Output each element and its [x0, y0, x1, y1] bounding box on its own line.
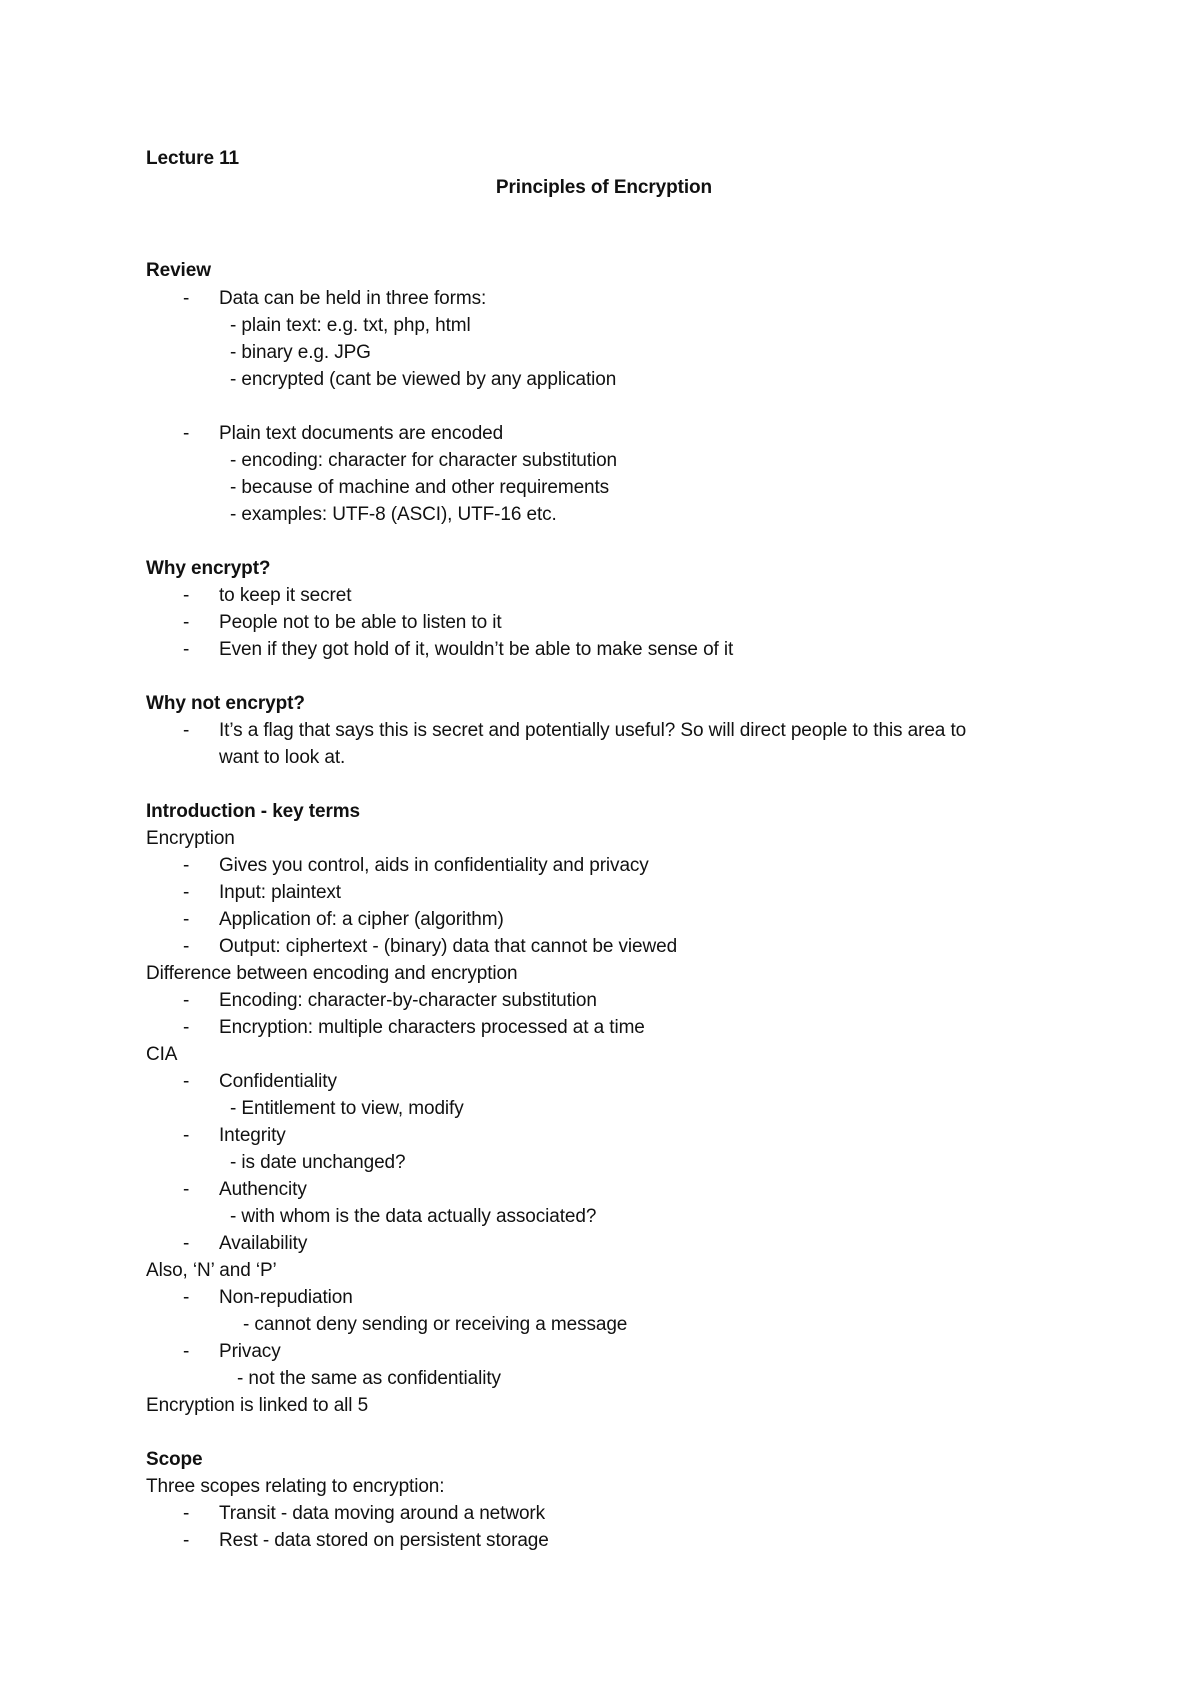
bullet-dash: - — [183, 1179, 190, 1200]
also-label: Also, ‘N’ and ‘P’ — [146, 1260, 277, 1281]
review-item-1-sub-3: - encrypted (cant be viewed by any application — [230, 369, 617, 390]
intro-heading: Introduction - key terms — [146, 801, 361, 822]
bullet-dash: - — [183, 1125, 190, 1146]
bullet-dash: - — [183, 1287, 190, 1308]
bullet-dash: - — [183, 1233, 190, 1254]
bullet-dash: - — [183, 720, 190, 741]
np-item-non-repudiation: Non-repudiation — [219, 1287, 353, 1308]
bullet-dash: - — [183, 1017, 190, 1038]
page-title — [0, 176, 1200, 200]
why-not-encrypt-item-line-2: want to look at. — [219, 747, 346, 768]
encryption-item-3: Application of: a cipher (algorithm) — [219, 909, 504, 930]
bullet-dash: - — [183, 288, 190, 309]
bullet-dash: - — [183, 855, 190, 876]
bullet-dash: - — [183, 1341, 190, 1362]
bullet-dash: - — [183, 1071, 190, 1092]
encryption-label: Encryption — [146, 828, 235, 849]
bullet-dash: - — [183, 882, 190, 903]
cia-item-confidentiality: Confidentiality — [219, 1071, 337, 1092]
why-encrypt-item-2: People not to be able to listen to it — [219, 612, 502, 633]
bullet-dash: - — [183, 423, 190, 444]
scope-item-rest: Rest - data stored on persistent storage — [219, 1530, 549, 1551]
why-not-encrypt-heading: Why not encrypt? — [146, 693, 305, 714]
review-item-1-sub-2: - binary e.g. JPG — [230, 342, 371, 363]
scope-item-transit: Transit - data moving around a network — [219, 1503, 546, 1524]
np-item-privacy-sub: - not the same as confidentiality — [237, 1368, 501, 1389]
review-item-2-sub-2: - because of machine and other requirements — [230, 477, 610, 498]
encryption-item-1: Gives you control, aids in confidentiality and privacy — [219, 855, 649, 876]
review-item-2-sub-3: - examples: UTF-8 (ASCI), UTF-16 etc. — [230, 504, 557, 525]
cia-item-availability: Availability — [219, 1233, 308, 1254]
review-item-2: Plain text documents are encoded — [219, 423, 504, 444]
review-item-1: Data can be held in three forms: — [219, 288, 487, 309]
why-encrypt-heading: Why encrypt? — [146, 558, 271, 579]
scope-heading: Scope — [146, 1449, 203, 1470]
scope-intro: Three scopes relating to encryption: — [146, 1476, 445, 1497]
encryption-item-2: Input: plaintext — [219, 882, 341, 903]
bullet-dash: - — [183, 585, 190, 606]
review-item-2-sub-1: - encoding: character for character substitution — [230, 450, 618, 471]
cia-item-authencity-sub: - with whom is the data actually associated? — [230, 1206, 597, 1227]
linked-note: Encryption is linked to all 5 — [146, 1395, 369, 1416]
np-item-privacy: Privacy — [219, 1341, 281, 1362]
bullet-dash: - — [183, 612, 190, 633]
cia-label: CIA — [146, 1044, 178, 1065]
lecture-number: Lecture 11 — [146, 148, 239, 169]
bullet-dash: - — [183, 909, 190, 930]
cia-item-confidentiality-sub: - Entitlement to view, modify — [230, 1098, 464, 1119]
why-not-encrypt-item-line-1: It’s a flag that says this is secret and potentially useful? So will direct people to this area to — [219, 720, 967, 741]
page-title-text: Principles of Encryption — [495, 177, 713, 198]
difference-label: Difference between encoding and encryption — [146, 963, 518, 984]
bullet-dash: - — [183, 1530, 190, 1551]
cia-item-integrity: Integrity — [219, 1125, 286, 1146]
np-item-non-repudiation-sub: - cannot deny sending or receiving a message — [243, 1314, 628, 1335]
bullet-dash: - — [183, 1503, 190, 1524]
difference-item-2: Encryption: multiple characters processed at a time — [219, 1017, 645, 1038]
bullet-dash: - — [183, 936, 190, 957]
review-heading: Review — [146, 260, 211, 281]
cia-item-integrity-sub: - is date unchanged? — [230, 1152, 406, 1173]
difference-item-1: Encoding: character-by-character substitution — [219, 990, 597, 1011]
encryption-item-4: Output: ciphertext - (binary) data that cannot be viewed — [219, 936, 678, 957]
bullet-dash: - — [183, 990, 190, 1011]
why-encrypt-item-3: Even if they got hold of it, wouldn’t be able to make sense of it — [219, 639, 734, 660]
review-item-1-sub-1: - plain text: e.g. txt, php, html — [230, 315, 471, 336]
why-encrypt-item-1: to keep it secret — [219, 585, 352, 606]
cia-item-authencity: Authencity — [219, 1179, 307, 1200]
bullet-dash: - — [183, 639, 190, 660]
